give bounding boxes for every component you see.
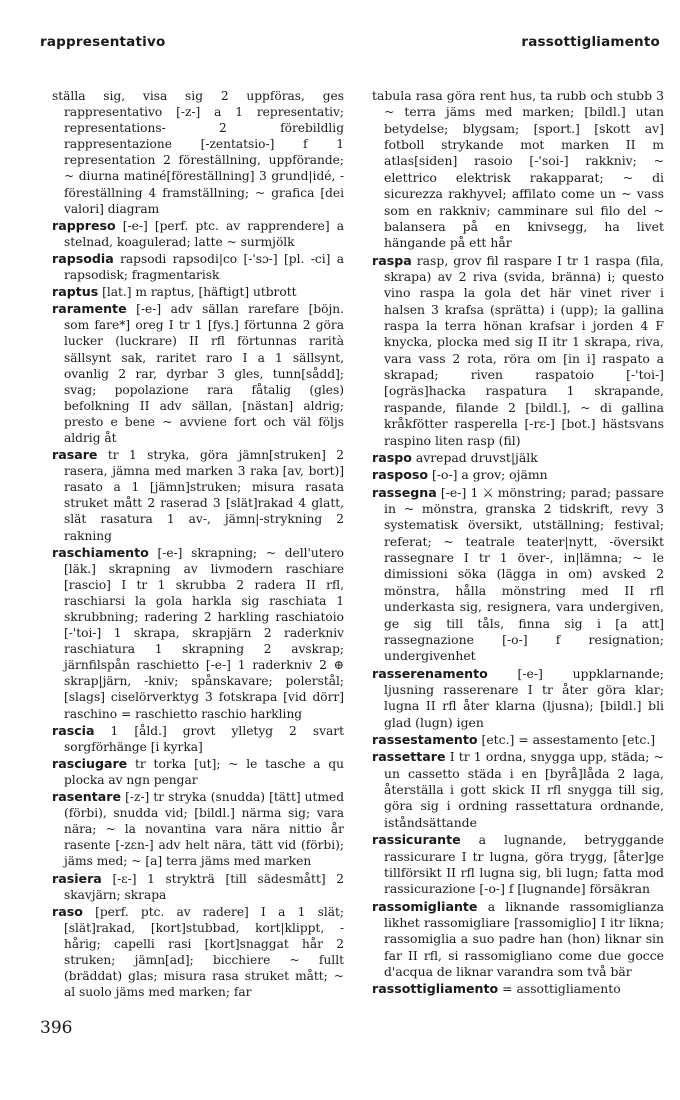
entry-definition: avrepad druvst|jälk (415, 449, 538, 465)
entry-definition: tr torka [ut]; ~ le tasche a qu plocka av ngn pengar (64, 756, 345, 787)
entry-headword: rassottigliamento (372, 981, 499, 997)
entry-definition: 1 [åld.] grovt ylletyg 2 svart sorgförhänge [i kyrka] (64, 723, 344, 754)
dictionary-entry (52, 301, 344, 446)
entry-headword: raptus (52, 284, 99, 300)
entry-definition: [etc.] = assestamento [etc.] (481, 732, 656, 748)
entry-definition: rapsodi rapsodi|co [-'sɔ-] [pl. -ci] a rapsodisk; fragmentarisk (64, 251, 344, 283)
entry-headword: rasserenamento (372, 665, 488, 681)
entry-definition: [perf. ptc. av radere] I a 1 slät; [slät]rakad, [kort]stubbad, kort|klippt, -hårig; capelli rasi [kort]snaggat hår 2 struken; jämn[ad]; bicchiere ~ fullt (bräddat) glas; misura rasa struket mått; ~ al suolo jäms med marken; far (64, 904, 345, 1000)
dictionary-entry (372, 253, 664, 449)
entry-headword: raramente (52, 301, 127, 317)
entry-headword: rasare (52, 447, 98, 463)
dictionary-entry (372, 666, 664, 731)
entry-headword: rassestamento (372, 732, 478, 748)
dictionary-entry (372, 832, 664, 897)
dictionary-entry (52, 723, 344, 755)
entry-definition: ställa sig, visa sig 2 uppföras, ges rappresentativo [-z-] a 1 representativ; representations- 2 förebildlig rappresentazione [-zentatsio-] f 1 representation 2 föreställning, uppförande; ~ diurna matiné[föreställning] 3 grund|idé, -föreställning 4 framställning; ~ grafica [dei valori] diagram (52, 89, 344, 216)
entry-definition: I tr 1 ordna, snygga upp, städa; ~ un cassetto städa i en [byrå]låda 2 laga, återställa i gott skick II rfl snygga till sig, göra sig i ordning rassettatura ordnande, iståndsättande (384, 749, 664, 830)
dictionary-entry (372, 88, 664, 252)
entry-definition: a lugnande, betryggande rassicurare I tr lugna, göra trygg, [åter]ge tillförsikt II rfl lugna sig, bli lugn; fatta mod rassicurazione [-o-] f [lugnande] försäkran (384, 832, 664, 897)
dictionary-entry (52, 218, 344, 250)
entry-headword: rappreso (52, 217, 116, 233)
entry-headword: rascia (52, 722, 95, 738)
entry-headword: rasposo (372, 467, 429, 483)
left-column (52, 88, 344, 1001)
entry-definition: tr 1 stryka, göra jämn[struken] 2 rasera, jämna med marken 3 raka [av, bort)] rasato a 1 [jämn]struken; misura rasata struket mått 2 raserad 3 [slät]rakad 4 glatt, slät rasatura 1 av-, jämn|-strykning 2 rakning (64, 448, 344, 543)
dictionary-entry (372, 485, 664, 665)
entry-definition: [-e-] uppklarnande; ljusning rasserenare I tr åter göra klar; lugna II rfl åter klarna (ljusna); [bildl.] bli glad (lugn) igen (384, 665, 664, 730)
right-column (372, 88, 664, 999)
dictionary-entry (372, 467, 664, 483)
dictionary-entry (52, 904, 344, 1001)
running-header-left: rappresentativo (40, 34, 166, 50)
dictionary-entry (52, 545, 344, 722)
entry-definition: [-e-] skrapning; ~ dell'utero [läk.] skrapning av livmodern raschiare [rascio] I tr 1 skrubba 2 radera II rfl, raschiarsi la gola harkla sig raschiata 1 skrubbning; radering 2 harkling raschiatoio [-'toi-] 1 skrapa, skrapjärn 2 raderkniv raschiatura 1 skrapning 2 avskrap; järnfilspån raschietto [-e-] 1 raderkniv 2 ⊕ skrap|järn, -kniv; spånskavare; polerstål; [slags] ciselörverktyg 3 fotskrapa [vid dörr] raschino = raschietto raschio harkling (64, 545, 344, 721)
entry-definition: [-ɛ-] 1 strykträ [till sädesmått] 2 skavjärn; skrapa (64, 871, 345, 902)
running-header-right: rassottigliamento (521, 34, 660, 50)
entry-headword: raschiamento (52, 544, 149, 560)
entry-definition: a liknande rassomiglianza likhet rassomigliare [rassomiglio] I itr likna; rassomiglia a suo padre han (hon) liknar sin far II rfl, si rassomigliano come due gocce d'acqua de liknar varandra som två bär (384, 898, 664, 980)
entry-definition: = assottigliamento (502, 981, 621, 997)
entry-headword: rassegna (372, 484, 437, 500)
entry-definition: [-z-] tr stryka (snudda) [tätt] utmed (förbi), snudda vid; [bildl.] närma sig; vara nära; ~ la novantina vara nära nittio år rasente [-zɛn-] adv helt nära, tätt vid (förbi); jäms med; ~ [a] terra jäms med marken (64, 790, 344, 869)
entry-headword: rasentare (52, 789, 121, 805)
dictionary-entry (52, 756, 344, 788)
entry-definition: [lat.] m raptus, [häftigt] utbrott (102, 285, 297, 300)
entry-definition: [-e-] 1 ⚔ mönstring; parad; passare in ~ mönstra, granska 2 tidskrift, revy 3 systematisk översikt, utställning; festival; referat; ~ teatrale teater|nytt, -översikt rassegnare I tr 1 över-, in|lämna; ~ le dimissioni söka (lägga in om) avsked 2 mönstra, hålla mönstring med II rfl underkasta sig, resignera, vara undergiven, ge sig till tåls, finna sig i [a att] rassegnazione [-o-] f resignation; undergivenhet (384, 484, 664, 664)
entry-headword: rasiera (52, 870, 102, 886)
entry-headword: rassomigliante (372, 898, 478, 914)
entry-headword: raspo (372, 449, 412, 465)
dictionary-entry (372, 450, 664, 466)
dictionary-entry (52, 251, 344, 283)
entry-headword: rasciugare (52, 755, 128, 771)
entry-headword: raso (52, 903, 83, 919)
entry-headword: rassettare (372, 749, 446, 765)
dictionary-entry (52, 447, 344, 544)
dictionary-entry (52, 871, 344, 903)
dictionary-entry (52, 789, 344, 869)
entry-headword: rassicurante (372, 832, 461, 848)
entry-definition: tabula rasa göra rent hus, ta rubb och stubb 3 ~ terra jäms med marken; [bildl.] utan betydelse; blygsam; [sport.] [skott av] fotboll strykande mot marken II m atlas[siden] rasoio [-'soi-] rakkniv; ~ elettrico elektrisk rakapparat; ~ di sicurezza rakhyvel; affilato come un ~ vass som en rakkniv; camminare sul filo del ~ balansera på en knivsegg, ha livet hängande på ett hår (372, 88, 664, 251)
entry-headword: raspa (372, 252, 412, 268)
dictionary-entry (372, 732, 664, 748)
dictionary-entry (372, 899, 664, 981)
entry-headword: rapsodia (52, 250, 114, 266)
page-number: 396 (40, 1018, 73, 1038)
dictionary-entry (372, 981, 664, 997)
dictionary-entry (52, 88, 344, 217)
entry-definition: [-o-] a grov; ojämn (431, 467, 548, 483)
entry-definition: [-e-] [perf. ptc. av rapprendere] a stelnad, koagulerad; latte ~ surmjölk (64, 218, 344, 249)
dictionary-entry (372, 749, 664, 831)
entry-definition: rasp, grov fil raspare I tr 1 raspa (fila, skrapa) av 2 riva (svida, bränna) i; questo vino raspa la gola det här vinet river i halsen 3 krafsa (sprätta) i (upp); la gallina raspa la terra hönan krafsar i jorden 4 F knycka, plocka med sig II itr 1 skrapa, riva, vara vass 2 rota, röra om [in i] raspato a skrapad; riven raspatoio [-'toi-] [ogräs]hacka raspatura 1 skrapande, raspande, filande 2 [bildl.], ~ di gallina kråkfötter rasperella [-rɛ-] [bot.] hästsvans raspino liten rasp (fil) (384, 252, 664, 448)
dictionary-entry (52, 284, 344, 300)
entry-definition: [-e-] adv sällan rarefare [böjn. som fare*] oreg I tr 1 [fys.] förtunna 2 göra lucker (luckrare) II rfl förtunnas rarità sällsynt sak, raritet raro I a 1 sällsynt, ovanlig 2 rar, dyrbar 3 gles, tunn[sådd]; svag; popolazione rara fåtalig (gles) befolkning II adv sällan, [nästan] aldrig; presto e bene ~ avviene fort och väl följs aldrig åt (64, 302, 344, 445)
